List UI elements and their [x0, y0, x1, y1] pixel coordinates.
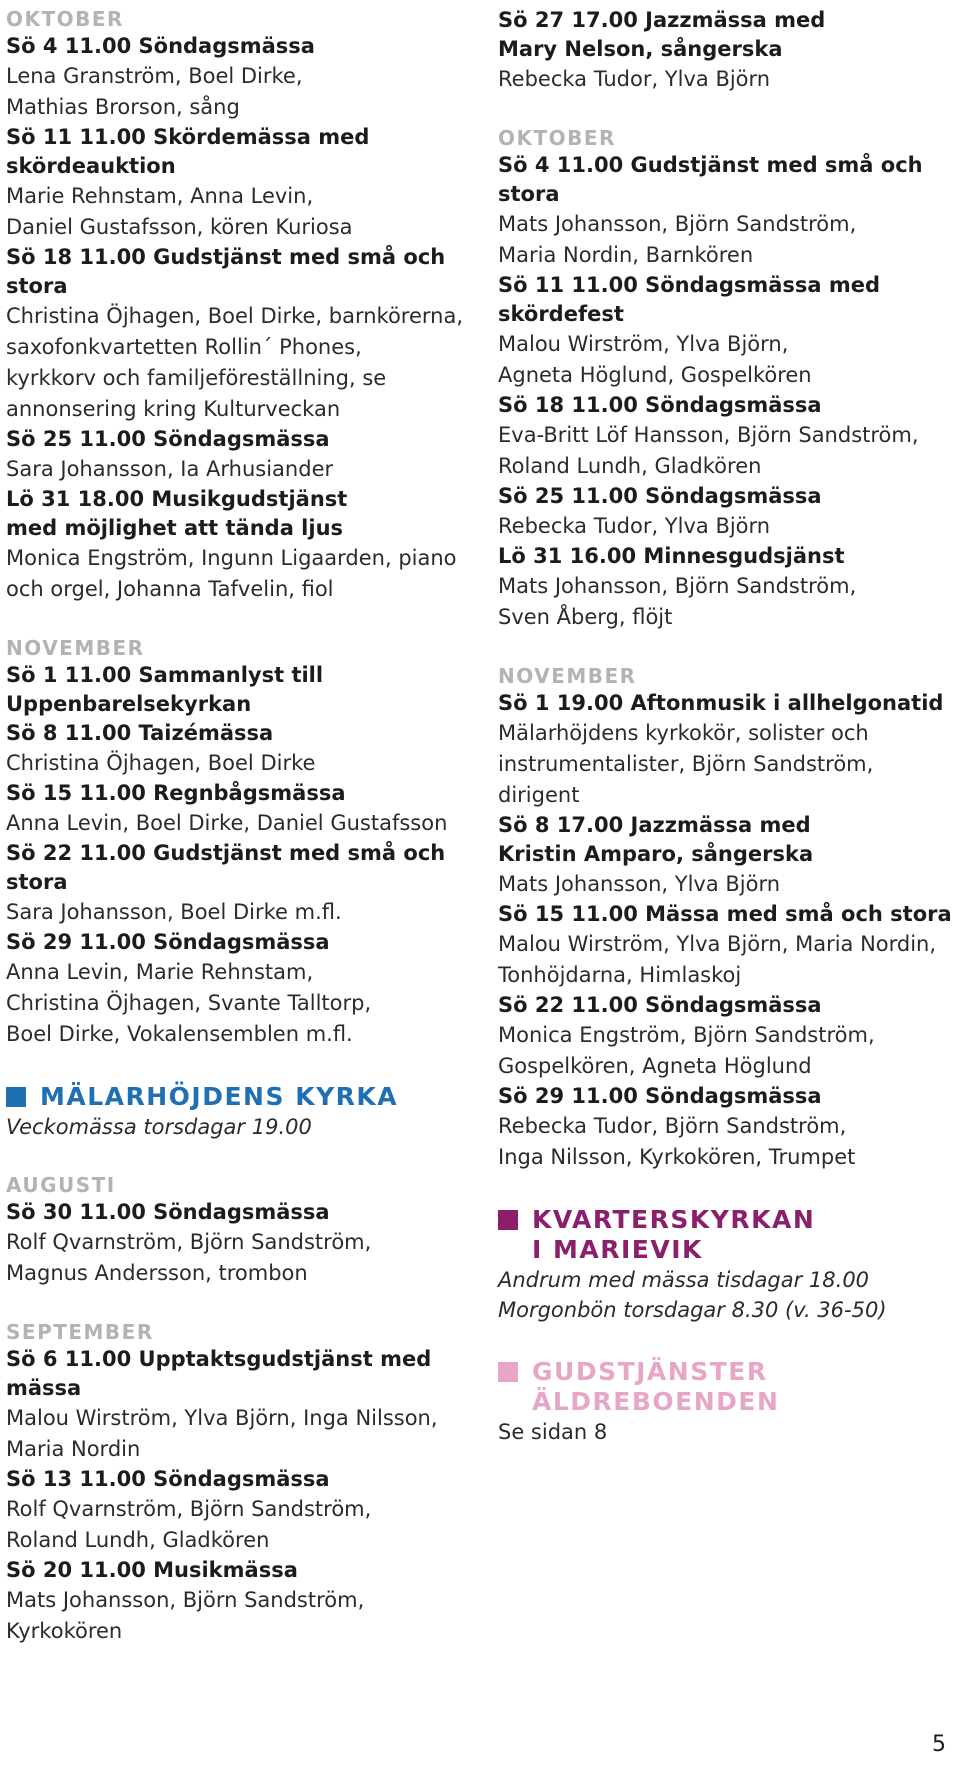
event-people: Roland Lundh, Gladkören: [498, 454, 762, 478]
event-people: Rolf Qvarnström, Björn Sandström,: [6, 1230, 372, 1254]
event-item: [6, 1556, 486, 1647]
church-note: Andrum med mässa tisdagar 18.00: [498, 1268, 870, 1292]
event-list: [6, 1198, 486, 1289]
church-name-line1: GUDSTJÄNSTER: [532, 1357, 768, 1386]
square-icon: [498, 1362, 518, 1382]
event-item: [6, 123, 486, 243]
event-item: [6, 1465, 486, 1556]
event-title: Sö 4 11.00 Söndagsmässa: [6, 34, 315, 58]
event-people: instrumentalister, Björn Sandström,: [498, 752, 874, 776]
event-people: och orgel, Johanna Tafvelin, fiol: [6, 577, 334, 601]
event-item: [6, 1345, 486, 1465]
event-title: Sö 11 11.00 Skördemässa med: [6, 125, 370, 149]
event-people: Sven Åberg, flöjt: [498, 605, 673, 629]
event-people: annonsering kring Kulturveckan: [6, 397, 341, 421]
event-item: [498, 271, 958, 391]
event-people: Lena Granström, Boel Dirke,: [6, 64, 303, 88]
event-item: [498, 811, 958, 900]
event-title: med möjlighet att tända ljus: [6, 516, 344, 540]
event-people: Rolf Qvarnström, Björn Sandström,: [6, 1497, 372, 1521]
event-people: Mälarhöjdens kyrkokör, solister och: [498, 721, 869, 745]
event-title: Sö 25 11.00 Söndagsmässa: [498, 484, 822, 508]
event-people: Malou Wirström, Ylva Björn, Maria Nordin,: [498, 932, 937, 956]
page-number: 5: [932, 1732, 946, 1757]
event-people: Eva-Britt Löf Hansson, Björn Sandström,: [498, 423, 919, 447]
event-people: Sara Johansson, Boel Dirke m.fl.: [6, 900, 342, 924]
event-title: Sö 27 17.00 Jazzmässa med: [498, 8, 826, 32]
event-title: Sö 18 11.00 Gudstjänst med små och stora: [6, 245, 446, 298]
event-title: Sö 15 11.00 Mässa med små och stora: [498, 902, 952, 926]
event-item: [498, 542, 958, 633]
event-title: Sö 8 17.00 Jazzmässa med: [498, 813, 811, 837]
event-item: [498, 482, 958, 542]
event-item: [498, 151, 958, 271]
church-name: MÄLARHÖJDENS KYRKA: [40, 1082, 399, 1111]
church-note: Veckomässa torsdagar 19.00: [6, 1115, 312, 1139]
event-title: Sö 22 11.00 Söndagsmässa: [498, 993, 822, 1017]
church-note: Se sidan 8: [498, 1420, 608, 1444]
event-list: [6, 661, 486, 1050]
event-item: [6, 661, 486, 719]
church-heading-aldreboenden: [498, 1357, 958, 1417]
event-title: Sö 18 11.00 Söndagsmässa: [498, 393, 822, 417]
event-title: Sö 13 11.00 Söndagsmässa: [6, 1467, 330, 1491]
event-people: kyrkkorv och familjeföreställning, se: [6, 366, 387, 390]
event-item: [6, 485, 486, 605]
church-name-line2: ÄLDREBOENDEN: [532, 1387, 780, 1416]
event-people: Boel Dirke, Vokalensemblen m.fl.: [6, 1022, 353, 1046]
event-people: dirigent: [498, 783, 580, 807]
event-title: Sö 29 11.00 Söndagsmässa: [6, 930, 330, 954]
event-people: Malou Wirström, Ylva Björn,: [498, 332, 789, 356]
event-people: Monica Engström, Ingunn Ligaarden, piano: [6, 546, 457, 570]
event-people: Maria Nordin: [6, 1437, 141, 1461]
event-people: Malou Wirström, Ylva Björn, Inga Nilsson,: [6, 1406, 438, 1430]
event-item: [498, 900, 958, 991]
event-item: [6, 243, 486, 425]
event-title: Sö 30 11.00 Söndagsmässa: [6, 1200, 330, 1224]
left-column: [6, 6, 486, 1647]
event-people: Rebecka Tudor, Ylva Björn: [498, 514, 771, 538]
event-item: [6, 928, 486, 1050]
event-title: skördeauktion: [6, 154, 176, 178]
church-heading-kvarterskyrkan: [498, 1205, 958, 1265]
event-list: [498, 151, 958, 633]
event-item: [498, 689, 958, 811]
event-people: Marie Rehnstam, Anna Levin,: [6, 184, 314, 208]
event-list: [498, 689, 958, 1173]
event-title: Mary Nelson, sångerska: [498, 37, 783, 61]
square-icon: [6, 1087, 26, 1107]
event-people: Agneta Höglund, Gospelkören: [498, 363, 812, 387]
church-name-line2: I MARIEVIK: [532, 1235, 703, 1264]
event-title: Sö 22 11.00 Gudstjänst med små och stora: [6, 841, 446, 894]
event-people: Rebecka Tudor, Ylva Björn: [498, 67, 771, 91]
event-people: saxofonkvartetten Rollin´ Phones,: [6, 335, 362, 359]
event-title: Sö 25 11.00 Söndagsmässa: [6, 427, 330, 451]
event-people: Mats Johansson, Ylva Björn: [498, 872, 781, 896]
event-people: Mats Johansson, Björn Sandström,: [498, 574, 857, 598]
event-people: Rebecka Tudor, Björn Sandström,: [498, 1114, 847, 1138]
event-item: [498, 1082, 958, 1173]
month-heading: AUGUSTI: [6, 1173, 116, 1197]
event-title: Sö 1 19.00 Aftonmusik i allhelgonatid: [498, 691, 944, 715]
event-item: [6, 719, 486, 779]
event-item: [6, 425, 486, 485]
event-people: Gospelkören, Agneta Höglund: [498, 1054, 812, 1078]
event-title: Sö 11 11.00 Söndagsmässa med: [498, 273, 881, 297]
event-list: [6, 32, 486, 605]
event-title: Sö 1 11.00 Sammanlyst till: [6, 663, 324, 687]
event-item: [6, 32, 486, 123]
event-people: Mats Johansson, Björn Sandström,: [6, 1588, 365, 1612]
event-people: Christina Öjhagen, Boel Dirke, barnkörerna,: [6, 304, 464, 328]
month-heading: SEPTEMBER: [6, 1320, 154, 1344]
event-item: [498, 991, 958, 1082]
church-name-line1: KVARTERSKYRKAN: [532, 1205, 816, 1234]
event-title: mässa: [6, 1376, 82, 1400]
event-title: Uppenbarelsekyrkan: [6, 692, 252, 716]
event-list: [498, 6, 958, 95]
event-people: Anna Levin, Boel Dirke, Daniel Gustafsson: [6, 811, 448, 835]
event-title: Lö 31 16.00 Minnesgudsjänst: [498, 544, 845, 568]
event-title: Sö 8 11.00 Taizémässa: [6, 721, 274, 745]
month-heading: NOVEMBER: [498, 664, 637, 688]
event-title: Sö 29 11.00 Söndagsmässa: [498, 1084, 822, 1108]
event-people: Inga Nilsson, Kyrkokören, Trumpet: [498, 1145, 856, 1169]
event-people: Christina Öjhagen, Boel Dirke: [6, 751, 316, 775]
event-item: [6, 779, 486, 839]
month-heading: NOVEMBER: [6, 636, 145, 660]
month-heading: OKTOBER: [6, 7, 124, 31]
event-item: [498, 6, 958, 95]
event-title: Sö 15 11.00 Regnbågsmässa: [6, 781, 346, 805]
event-people: Roland Lundh, Gladkören: [6, 1528, 270, 1552]
right-column: [498, 6, 958, 1447]
event-title: Lö 31 18.00 Musikgudstjänst: [6, 487, 348, 511]
event-item: [498, 391, 958, 482]
event-people: Magnus Andersson, trombon: [6, 1261, 308, 1285]
event-title: Sö 4 11.00 Gudstjänst med små och stora: [498, 153, 923, 206]
event-people: Kyrkokören: [6, 1619, 123, 1643]
event-people: Daniel Gustafsson, kören Kuriosa: [6, 215, 353, 239]
event-title: Sö 6 11.00 Upptaktsgudstjänst med: [6, 1347, 432, 1371]
event-list: [6, 1345, 486, 1647]
event-people: Anna Levin, Marie Rehnstam,: [6, 960, 314, 984]
event-title: Kristin Amparo, sångerska: [498, 842, 814, 866]
church-heading-malarhojden: [6, 1082, 486, 1112]
event-item: [6, 839, 486, 928]
event-title: skördefest: [498, 302, 624, 326]
event-people: Mats Johansson, Björn Sandström,: [498, 212, 857, 236]
event-title: Sö 20 11.00 Musikmässa: [6, 1558, 298, 1582]
event-people: Maria Nordin, Barnkören: [498, 243, 754, 267]
event-people: Christina Öjhagen, Svante Talltorp,: [6, 991, 372, 1015]
month-heading: OKTOBER: [498, 126, 616, 150]
event-people: Sara Johansson, Ia Arhusiander: [6, 457, 334, 481]
church-note: Morgonbön torsdagar 8.30 (v. 36-50): [498, 1298, 887, 1322]
event-item: [6, 1198, 486, 1289]
event-people: Tonhöjdarna, Himlaskoj: [498, 963, 742, 987]
event-people: Monica Engström, Björn Sandström,: [498, 1023, 875, 1047]
event-people: Mathias Brorson, sång: [6, 95, 240, 119]
square-icon: [498, 1210, 518, 1230]
